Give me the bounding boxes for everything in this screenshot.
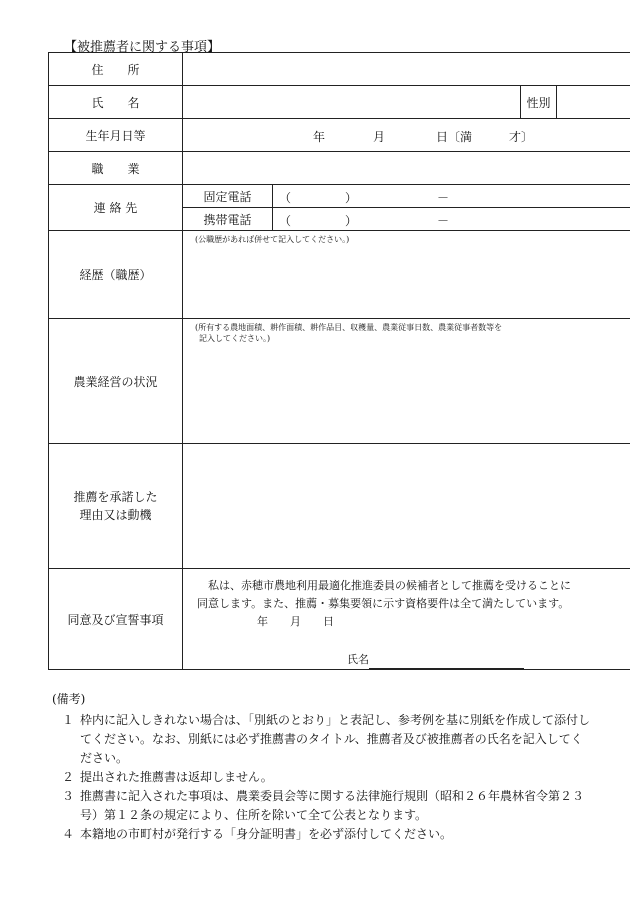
signature-line[interactable] [369, 656, 524, 669]
reason-label [49, 444, 183, 569]
remark-number: １ [62, 713, 75, 727]
occupation-label: 職 業 [49, 152, 183, 185]
name-field[interactable] [183, 86, 521, 119]
address-label: 住 所 [49, 53, 183, 86]
address-field[interactable] [183, 53, 630, 86]
remark-item [52, 825, 592, 844]
phone-fixed-open-paren: （ [279, 190, 292, 205]
remark-item [52, 787, 592, 825]
name-label: 氏 名 [49, 86, 183, 119]
farm-note-line2: 記入してください。) [199, 334, 271, 343]
consent-text-line2: 同意します。また、推薦・募集要領に示す資格要件は全て満たしています。 [197, 597, 570, 610]
phone-fixed-label: 固定電話 [183, 185, 273, 208]
remark-number: ２ [62, 770, 75, 784]
birth-month-unit: 月 [373, 129, 386, 144]
career-label: 経歴（職歴） [49, 231, 183, 319]
reason-label-line1: 推薦を承諾した [73, 490, 158, 504]
remark-number: ４ [62, 827, 75, 841]
gender-field[interactable] [557, 86, 630, 119]
remark-text: 本籍地の市町村が発行する「身分証明書」を必ず添付してください。 [80, 827, 453, 841]
phone-mobile-dash: － [437, 213, 450, 228]
remark-item [52, 768, 592, 787]
reason-label-line2: 理由又は動機 [79, 508, 152, 522]
reason-field[interactable] [183, 444, 630, 569]
remark-number: ３ [62, 789, 75, 803]
candidate-form-table [48, 52, 630, 670]
phone-fixed-dash: － [437, 190, 450, 205]
remarks-section [52, 690, 592, 844]
occupation-field[interactable] [183, 152, 630, 185]
remark-text: 推薦書に記入された事項は、農業委員会等に関する法律施行規則（昭和２６年農林省令第２３号）第１２条の規定により、住所を除いて全て公表となります。 [80, 789, 585, 822]
remark-item [52, 711, 592, 768]
contact-label: 連 絡 先 [49, 185, 183, 231]
gender-label: 性別 [521, 86, 557, 119]
signature-area [197, 651, 630, 669]
phone-mobile-label: 携帯電話 [183, 208, 273, 231]
career-note: (公職歴があれば併せて記入してください。) [195, 235, 350, 244]
birth-label: 生年月日等 [49, 119, 183, 152]
phone-fixed-close-paren: ） [345, 190, 358, 205]
consent-text-line1: 私は、赤穂市農地利用最適化推進委員の候補者として推薦を受けることに [197, 579, 571, 592]
signature-label: 氏名 [347, 653, 369, 666]
phone-mobile-open-paren: （ [279, 213, 292, 228]
birth-age-unit: 才〕 [509, 129, 534, 144]
birth-field[interactable] [183, 119, 630, 152]
career-field[interactable] [183, 231, 630, 319]
phone-mobile-field[interactable] [273, 208, 630, 231]
phone-mobile-close-paren: ） [345, 213, 358, 228]
remark-text: 枠内に記入しきれない場合は、「別紙のとおり」と表記し、参考例を基に別紙を作成して添付してください。なお、別紙には必ず推薦書のタイトル、推薦者及び被推薦者の氏名を記入してください。 [80, 713, 591, 765]
farm-label: 農業経営の状況 [49, 319, 183, 444]
birth-year-unit: 年 [313, 129, 326, 144]
birth-day-unit: 日〔満 [436, 129, 473, 144]
consent-label: 同意及び宣誓事項 [49, 569, 183, 670]
remarks-heading: (備考) [52, 692, 86, 706]
section-title: 【被推薦者に関する事項】 [64, 40, 221, 55]
farm-note-line1: (所有する農地面積、耕作面積、耕作品目、収穫量、農業従事日数、農業従事者数等を [195, 323, 503, 332]
consent-date: 年 月 日 [257, 615, 334, 628]
consent-field [183, 569, 630, 670]
farm-field[interactable] [183, 319, 630, 444]
phone-fixed-field[interactable] [273, 185, 630, 208]
remark-text: 提出された推薦書は返却しません。 [80, 770, 273, 784]
